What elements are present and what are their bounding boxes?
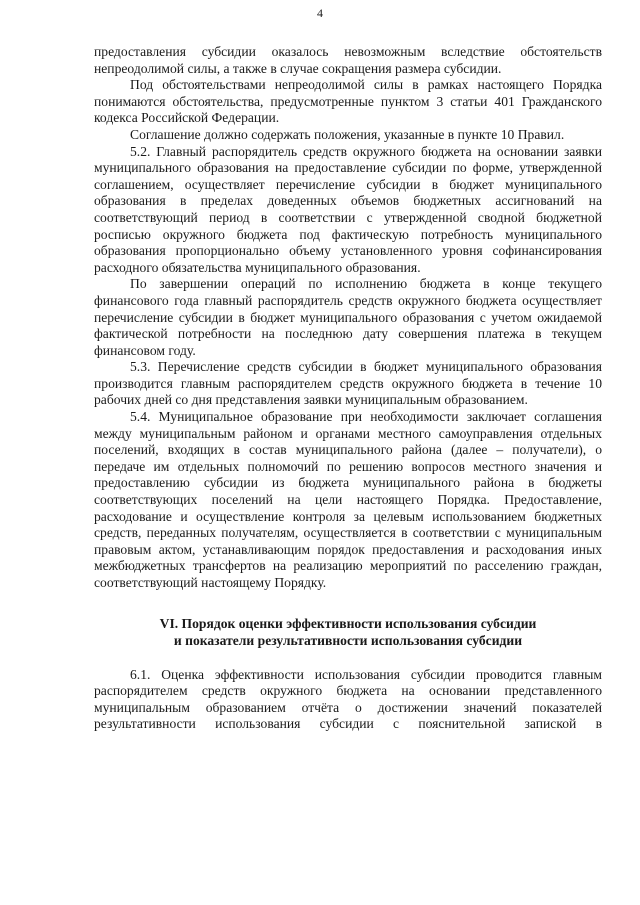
paragraph-5-3: 5.3. Перечисление средств субсидии в бюджет муниципального образования производится главным распорядителем средств окружного бюджета в течение 10 рабочих дней со дня представления заявки муниципальным образованием. [94, 359, 602, 408]
paragraph-force-majeure: Под обстоятельствами непреодолимой силы в рамках настоящего Порядка понимаются обстоятельства, предусмотренные пунктом 3 статьи 401 Гражданского кодекса Российской Федерации. [94, 77, 602, 126]
paragraph-year-end-transfer: По завершении операций по исполнению бюджета в конце текущего финансового года главный распорядитель средств окружного бюджета осуществляет перечисление субсидии в бюджет муниципального образования с учетом ожидаемой фактической потребности на последнюю дату совершения платежа в текущем финансовом году. [94, 276, 602, 358]
paragraph-6-1: 6.1. Оценка эффективности использования субсидии проводится главным распорядителем средств окружного бюджета на основании представленного муниципальным образованием отчёта о достижении значений показателей результативности использования субсидии с пояснительной запиской в [94, 666, 602, 732]
paragraph-agreement-provisions: Соглашение должно содержать положения, указанные в пункте 10 Правил. [130, 126, 565, 142]
section-heading-line-2: и показатели результативности использования субсидии [173, 632, 523, 648]
document-body [94, 44, 602, 733]
page-number: 4 [317, 6, 323, 20]
section-heading-line-1: VI. Порядок оценки эффективности использования субсидии [159, 615, 537, 631]
section-heading [94, 615, 602, 649]
paragraph-5-2: 5.2. Главный распорядитель средств окружного бюджета на основании заявки муниципального образования на предоставление субсидии по форме, утвержденной соглашением, осуществляет перечисление субсидии в бюджет муниципального образования в пределах доведенных объемов бюджетных ассигнований на соответствующий период в соответствии с утвержденной сводной бюджетной росписью окружного бюджета под фактическую потребность муниципального образования пропорционально объему установленного уровня софинансирования расходного обязательства муниципального образования. [94, 143, 602, 275]
paragraph-continuation: предоставления субсидии оказалось невозможным вследствие обстоятельств непреодолимой силы, а также в случае сокращения размера субсидии. [94, 44, 602, 76]
paragraph-5-4: 5.4. Муниципальное образование при необходимости заключает соглашения между муниципальным районом и органами местного самоуправления отдельных поселений, входящих в состав муниципального района (далее – получатели), о передаче им отдельных полномочий по решению вопросов местного значения и предоставлению субсидии из бюджета муниципального района в бюджеты соответствующих поселений на цели настоящего Порядка. Предоставление, расходование и осуществление контроля за целевым использованием бюджетных средств, переданных получателям, осуществляется в соответствии с муниципальным правовым актом, устанавливающим порядок предоставления и расходования иных межбюджетных трансфертов на реализацию мероприятий по расселению граждан, соответствующий настоящему Порядку. [94, 409, 602, 590]
